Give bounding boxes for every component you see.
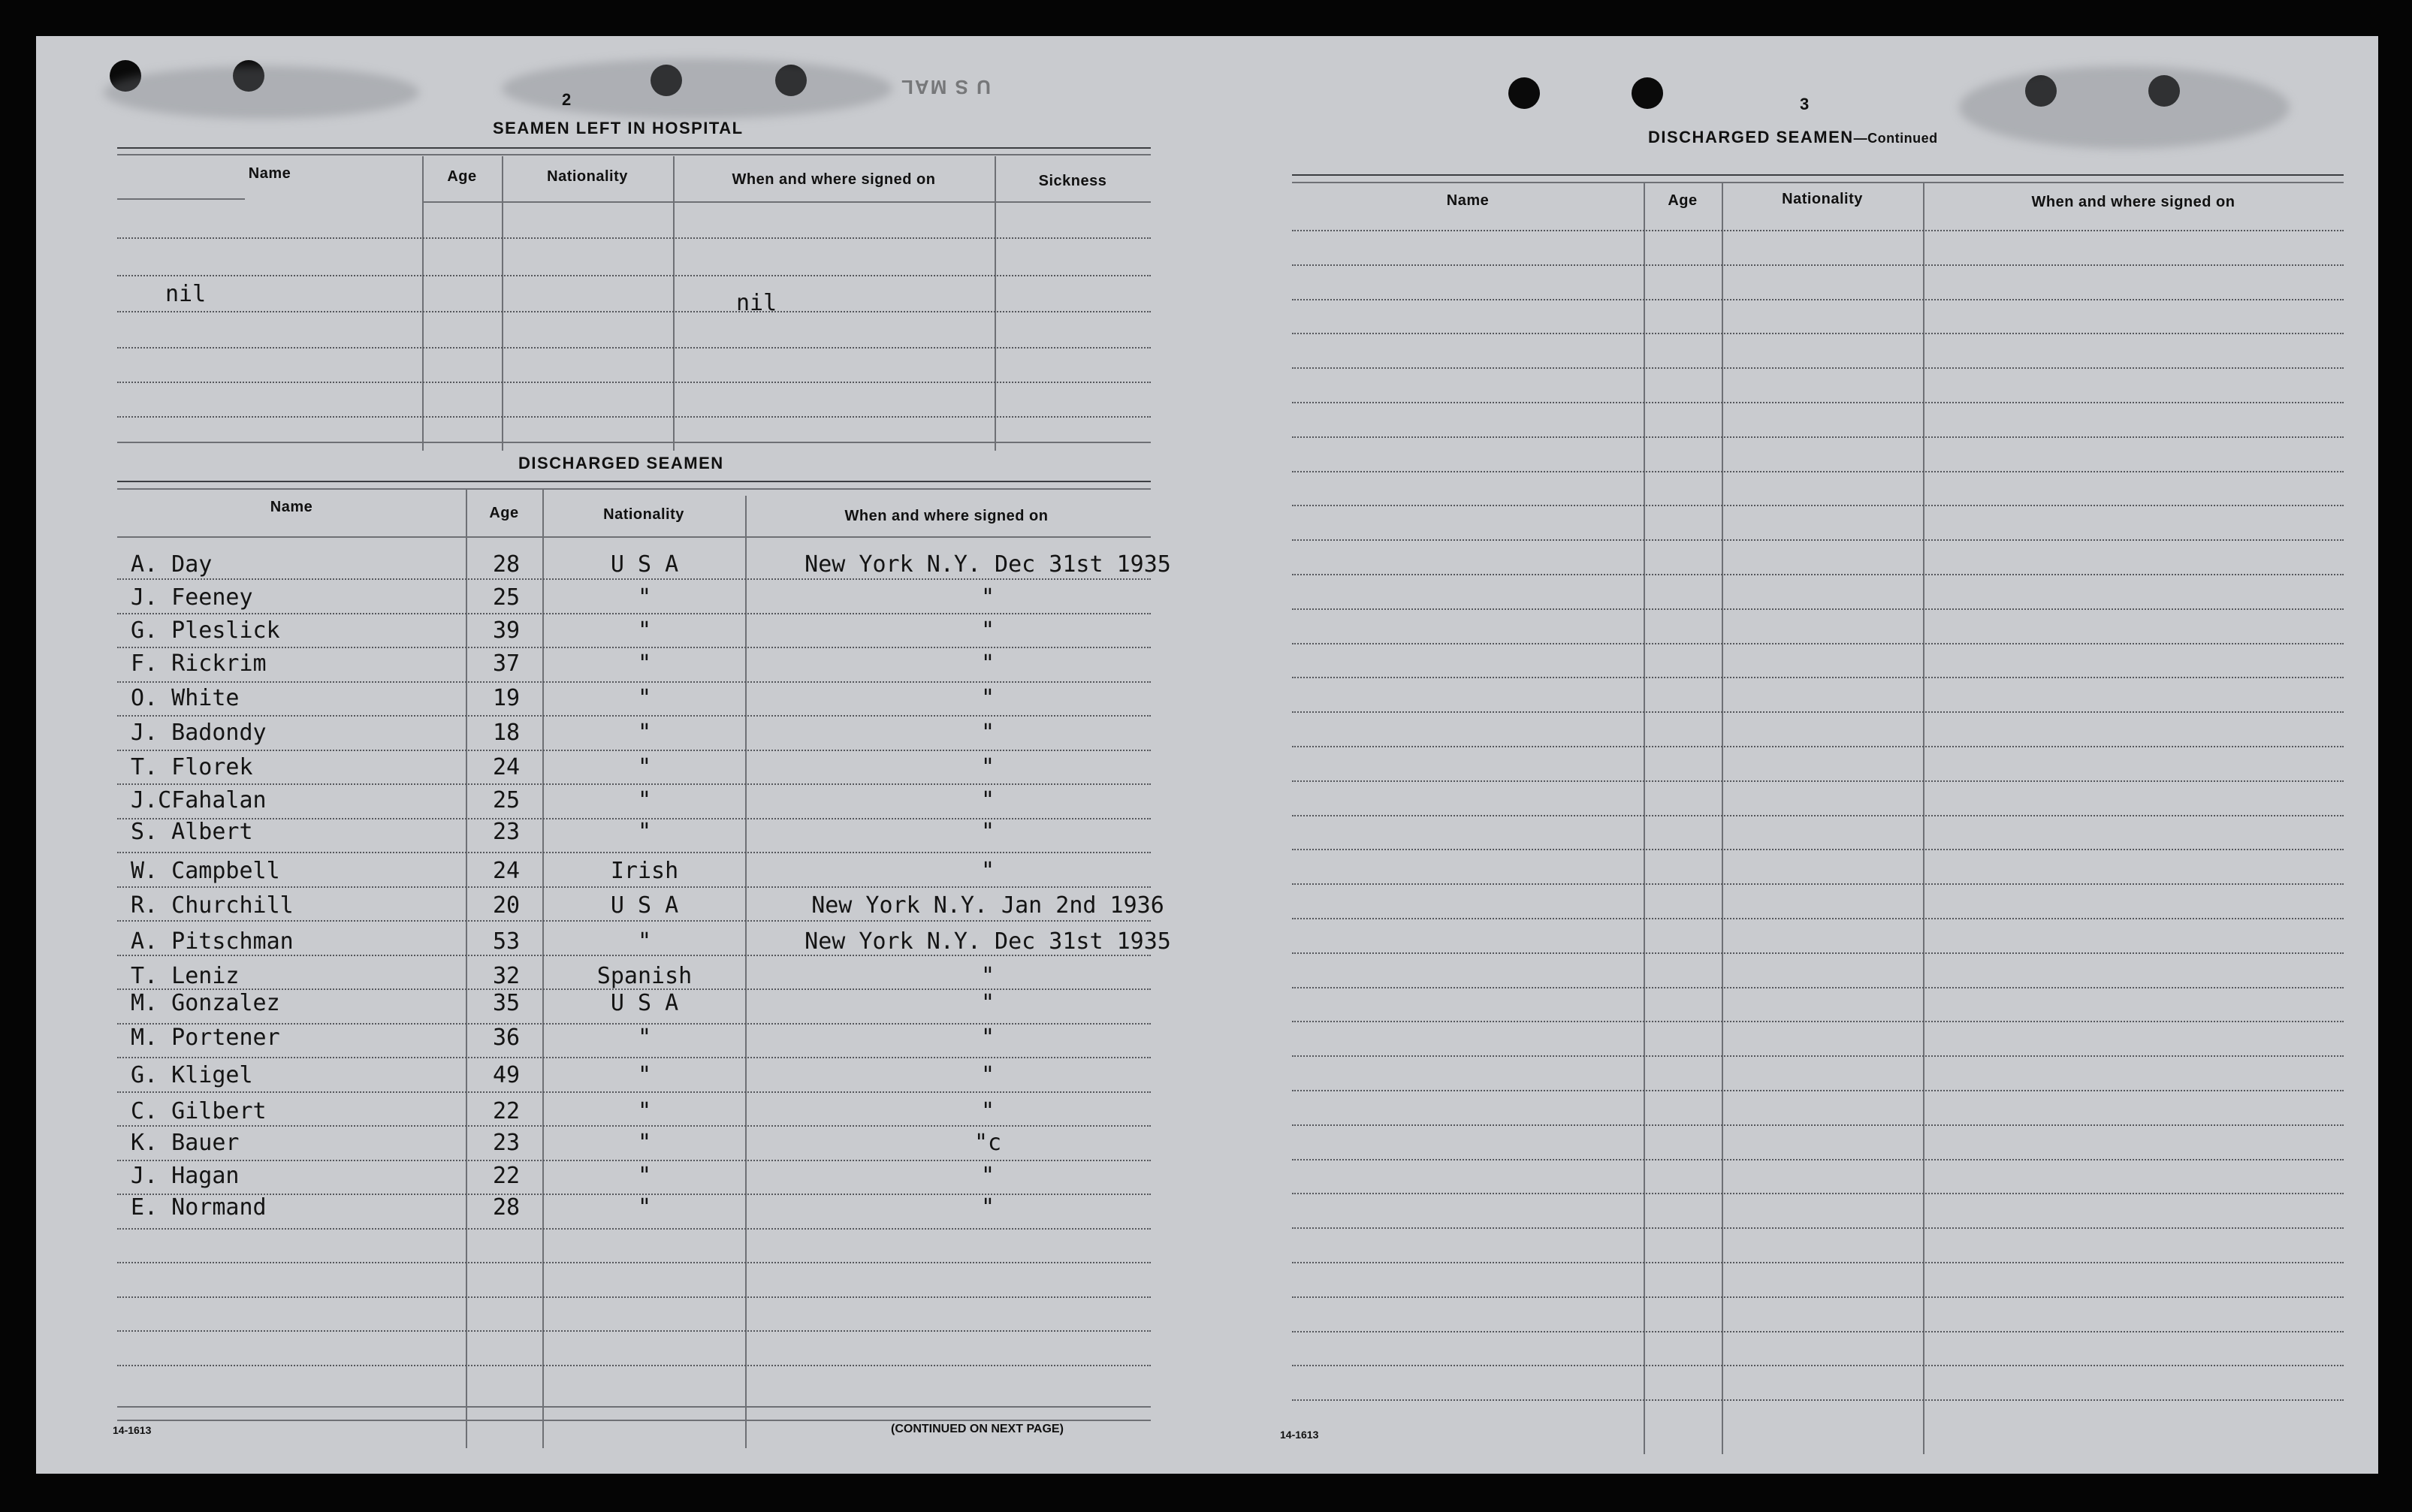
column-rule — [466, 490, 467, 1448]
row-rule — [1292, 539, 2344, 541]
rule — [117, 198, 245, 200]
seaman-name: K. Bauer — [131, 1130, 240, 1156]
rule — [117, 1406, 1151, 1408]
hospital-entry-name: nil — [165, 281, 207, 307]
row-rule — [1292, 1159, 2344, 1160]
row-rule — [117, 681, 1151, 683]
row-rule — [1292, 815, 2344, 816]
row-rule — [117, 783, 1151, 785]
row-rule — [1292, 574, 2344, 575]
row-rule — [1292, 1331, 2344, 1332]
seaman-signed-on: " — [980, 819, 995, 845]
seaman-nationality: " — [637, 720, 652, 746]
seaman-name: A. Day — [131, 551, 213, 578]
seaman-nationality: U S A — [610, 892, 679, 919]
seaman-age: 22 — [492, 1098, 521, 1124]
seaman-age: 18 — [492, 720, 521, 746]
seaman-nationality: " — [637, 1098, 652, 1124]
column-rule — [1644, 183, 1645, 1454]
row-rule — [117, 715, 1151, 717]
seaman-name: F. Rickrim — [131, 650, 267, 677]
seaman-age: 37 — [492, 650, 521, 677]
column-rule — [422, 156, 424, 451]
row-rule — [117, 1160, 1151, 1161]
seaman-nationality: Spanish — [596, 963, 693, 989]
seaman-nationality: U S A — [610, 990, 679, 1016]
seaman-age: 32 — [492, 963, 521, 989]
discharged-header-signed-on: When and where signed on — [844, 508, 1049, 524]
form-number-right: 14-1613 — [1280, 1429, 1319, 1441]
seaman-name: M. Gonzalez — [131, 990, 280, 1016]
seaman-signed-on: New York N.Y. Dec 31st 1935 — [805, 928, 1171, 955]
seaman-name: J. Feeney — [131, 584, 253, 611]
seaman-name: A. Pitschman — [131, 928, 294, 955]
seaman-signed-on: " — [980, 1163, 995, 1189]
row-rule — [1292, 1124, 2344, 1126]
row-rule — [1292, 333, 2344, 334]
row-rule — [117, 886, 1151, 888]
row-rule — [117, 578, 1151, 580]
seaman-age: 25 — [492, 584, 521, 611]
seaman-name: J. Badondy — [131, 720, 267, 746]
seaman-nationality: Irish — [610, 858, 679, 884]
row-rule — [117, 852, 1151, 853]
seaman-signed-on: " — [980, 685, 995, 711]
seaman-nationality: " — [637, 754, 652, 780]
rule — [117, 1420, 1151, 1421]
column-rule — [1722, 183, 1723, 1454]
row-rule — [1292, 1296, 2344, 1298]
rule — [117, 488, 1151, 490]
hospital-header-age: Age — [447, 168, 477, 185]
seaman-name: M. Portener — [131, 1025, 280, 1051]
row-rule — [1292, 746, 2344, 747]
seaman-nationality: " — [637, 617, 652, 644]
right-header-signed-on: When and where signed on — [2031, 194, 2235, 210]
right-header-age: Age — [1668, 192, 1698, 209]
row-rule — [1292, 987, 2344, 988]
rule — [117, 275, 1151, 276]
hospital-header-name: Name — [248, 165, 291, 182]
seaman-nationality: " — [637, 1163, 652, 1189]
row-rule — [117, 1296, 1151, 1298]
continued-note: (CONTINUED ON NEXT PAGE) — [891, 1423, 1064, 1435]
seaman-nationality: " — [637, 928, 652, 955]
seaman-age: 23 — [492, 819, 521, 845]
right-title-suffix: —Continued — [1853, 131, 1938, 146]
row-rule — [1292, 918, 2344, 919]
seaman-name: S. Albert — [131, 819, 253, 845]
row-rule — [1292, 711, 2344, 713]
right-header-nationality: Nationality — [1782, 191, 1863, 207]
seaman-age: 28 — [492, 1194, 521, 1221]
seaman-nationality: " — [637, 650, 652, 677]
seaman-nationality: " — [637, 1025, 652, 1051]
seaman-age: 53 — [492, 928, 521, 955]
row-rule — [1292, 883, 2344, 885]
page-number-right: 3 — [1800, 95, 1810, 113]
rule — [117, 311, 1151, 312]
row-rule — [1292, 608, 2344, 610]
row-rule — [1292, 780, 2344, 782]
seaman-signed-on: " — [980, 617, 995, 644]
right-title-main: DISCHARGED SEAMEN — [1648, 128, 1854, 146]
rule — [117, 416, 1151, 418]
seaman-name: W. Campbell — [131, 858, 280, 884]
seaman-signed-on: " — [980, 990, 995, 1016]
seaman-age: 49 — [492, 1062, 521, 1088]
page-number-left: 2 — [562, 90, 572, 109]
seaman-name: T. Florek — [131, 754, 253, 780]
discharged-section-title: DISCHARGED SEAMEN — [518, 454, 724, 472]
row-rule — [117, 1091, 1151, 1093]
row-rule — [117, 1365, 1151, 1366]
row-rule — [1292, 1399, 2344, 1401]
seaman-signed-on: " — [980, 720, 995, 746]
column-rule — [673, 156, 675, 451]
hospital-header-signed-on: When and where signed on — [732, 171, 936, 188]
seaman-age: 23 — [492, 1130, 521, 1156]
rule — [117, 237, 1151, 239]
seaman-signed-on: " — [980, 1062, 995, 1088]
seaman-name: G. Pleslick — [131, 617, 280, 644]
rule — [117, 347, 1151, 349]
seaman-signed-on: " — [980, 787, 995, 813]
column-rule — [745, 496, 747, 1448]
column-rule — [502, 156, 503, 451]
row-rule — [1292, 436, 2344, 438]
rule — [117, 382, 1151, 383]
seaman-signed-on: " — [980, 1194, 995, 1221]
row-rule — [117, 920, 1151, 922]
seaman-name: G. Kligel — [131, 1062, 253, 1088]
row-rule — [1292, 1227, 2344, 1229]
row-rule — [1292, 367, 2344, 369]
seaman-nationality: " — [637, 787, 652, 813]
rule — [117, 147, 1151, 149]
row-rule — [117, 647, 1151, 648]
seaman-age: 20 — [492, 892, 521, 919]
row-rule — [1292, 264, 2344, 266]
row-rule — [1292, 1193, 2344, 1194]
seaman-signed-on: " — [980, 584, 995, 611]
seaman-signed-on: " — [980, 858, 995, 884]
seaman-nationality: " — [637, 819, 652, 845]
smudge — [502, 59, 892, 119]
seaman-age: 24 — [492, 858, 521, 884]
seaman-nationality: " — [637, 1130, 652, 1156]
row-rule — [1292, 1055, 2344, 1057]
rule — [117, 481, 1151, 482]
column-rule — [1923, 183, 1924, 1454]
seaman-signed-on: " — [980, 1025, 995, 1051]
seaman-age: 35 — [492, 990, 521, 1016]
seaman-name: R. Churchill — [131, 892, 294, 919]
row-rule — [1292, 1262, 2344, 1263]
row-rule — [1292, 1021, 2344, 1022]
seaman-age: 36 — [492, 1025, 521, 1051]
hospital-section-title: SEAMEN LEFT IN HOSPITAL — [493, 119, 744, 137]
rule — [117, 154, 1151, 155]
row-rule — [1292, 1365, 2344, 1366]
row-rule — [1292, 402, 2344, 403]
rule — [117, 442, 1151, 443]
row-rule — [1292, 677, 2344, 678]
punch-hole — [1508, 77, 1540, 109]
hospital-header-sickness: Sickness — [1038, 173, 1107, 189]
right-header-name: Name — [1446, 192, 1490, 209]
row-rule — [117, 1330, 1151, 1332]
seaman-age: 25 — [492, 787, 521, 813]
seaman-signed-on: New York N.Y. Jan 2nd 1936 — [811, 892, 1164, 919]
column-rule — [995, 156, 996, 451]
seaman-name: J.CFahalan — [131, 787, 267, 813]
row-rule — [1292, 299, 2344, 300]
smudge — [1959, 66, 2290, 149]
row-rule — [117, 1228, 1151, 1230]
seaman-name: J. Hagan — [131, 1163, 240, 1189]
row-rule — [117, 1262, 1151, 1263]
seaman-nationality: " — [637, 1194, 652, 1221]
seaman-age: 22 — [492, 1163, 521, 1189]
row-rule — [1292, 643, 2344, 644]
rule — [1292, 182, 2344, 183]
rule — [422, 201, 1151, 203]
seaman-signed-on: " — [980, 650, 995, 677]
seaman-age: 28 — [492, 551, 521, 578]
seaman-age: 19 — [492, 685, 521, 711]
row-rule — [117, 613, 1151, 614]
seaman-nationality: " — [637, 584, 652, 611]
seaman-signed-on: " — [980, 963, 995, 989]
form-number-left: 14-1613 — [113, 1424, 152, 1436]
row-rule — [117, 1125, 1151, 1127]
row-rule — [117, 1057, 1151, 1058]
row-rule — [1292, 1090, 2344, 1091]
document-sheet — [36, 36, 2378, 1474]
column-rule — [542, 490, 544, 1448]
seaman-name: E. Normand — [131, 1194, 267, 1221]
right-section-title — [1648, 128, 1938, 147]
seaman-signed-on: " — [980, 1098, 995, 1124]
seaman-name: O. White — [131, 685, 240, 711]
hospital-entry-signed-on: nil — [736, 290, 777, 316]
discharged-header-name: Name — [270, 499, 313, 515]
hospital-header-nationality: Nationality — [547, 168, 628, 185]
seaman-name: T. Leniz — [131, 963, 240, 989]
seaman-age: 24 — [492, 754, 521, 780]
seaman-age: 39 — [492, 617, 521, 644]
row-rule — [117, 750, 1151, 751]
seaman-nationality: U S A — [610, 551, 679, 578]
smudge — [104, 66, 419, 119]
seaman-name: C. Gilbert — [131, 1098, 267, 1124]
postal-stamp: U S MAL — [900, 76, 991, 98]
seaman-nationality: " — [637, 685, 652, 711]
rule — [1292, 174, 2344, 176]
rule — [117, 536, 1151, 538]
row-rule — [1292, 505, 2344, 506]
seaman-nationality: " — [637, 1062, 652, 1088]
seaman-signed-on: " — [980, 754, 995, 780]
row-rule — [1292, 849, 2344, 850]
seaman-signed-on: "c — [974, 1130, 1002, 1156]
row-rule — [1292, 230, 2344, 231]
discharged-header-nationality: Nationality — [603, 506, 684, 523]
seaman-signed-on: New York N.Y. Dec 31st 1935 — [805, 551, 1171, 578]
discharged-header-age: Age — [489, 505, 519, 521]
row-rule — [1292, 471, 2344, 472]
punch-hole — [1632, 77, 1663, 109]
row-rule — [1292, 952, 2344, 954]
